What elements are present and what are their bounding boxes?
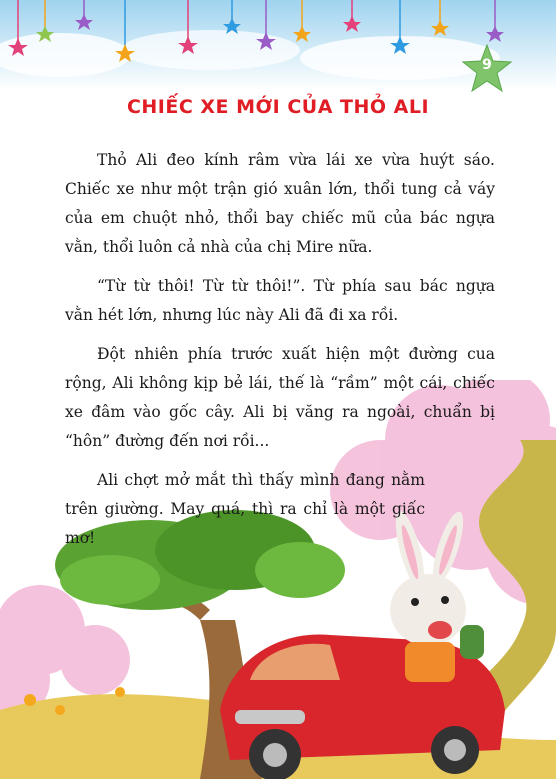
story-paragraph: Đột nhiên phía trước xuất hiện một đường cua rộng, Ali không kịp bẻ lái, thế là “rầm” một cái, chiếc xe đâm vào gốc cây. Ali bị văng ra ngoài, chuẩn bị “hôn” đường đến nơi rồi... <box>65 345 495 450</box>
page-number: 9 <box>482 57 492 73</box>
page-title: CHIẾC XE MỚI CỦA THỎ ALI <box>126 96 430 118</box>
story-text <box>65 146 495 563</box>
story-paragraph: “Từ từ thôi! Từ từ thôi!”. Từ phía sau bác ngựa vằn hét lớn, nhưng lúc này Ali đã đi xa rồi. <box>65 277 495 324</box>
story-paragraph: Ali chợt mở mắt thì thấy mình đang nằm trên giường. May quá, thì ra chỉ là một giấc mơ! <box>65 471 425 547</box>
story-paragraph: Thỏ Ali đeo kính râm vừa lái xe vừa huýt sáo. Chiếc xe như một trận gió xuân lớn, thổi tung cả váy của em chuột nhỏ, thổi bay chiếc mũ của bác ngựa vằn, thổi luôn cả nhà của chị Mire nữa. <box>65 151 495 256</box>
